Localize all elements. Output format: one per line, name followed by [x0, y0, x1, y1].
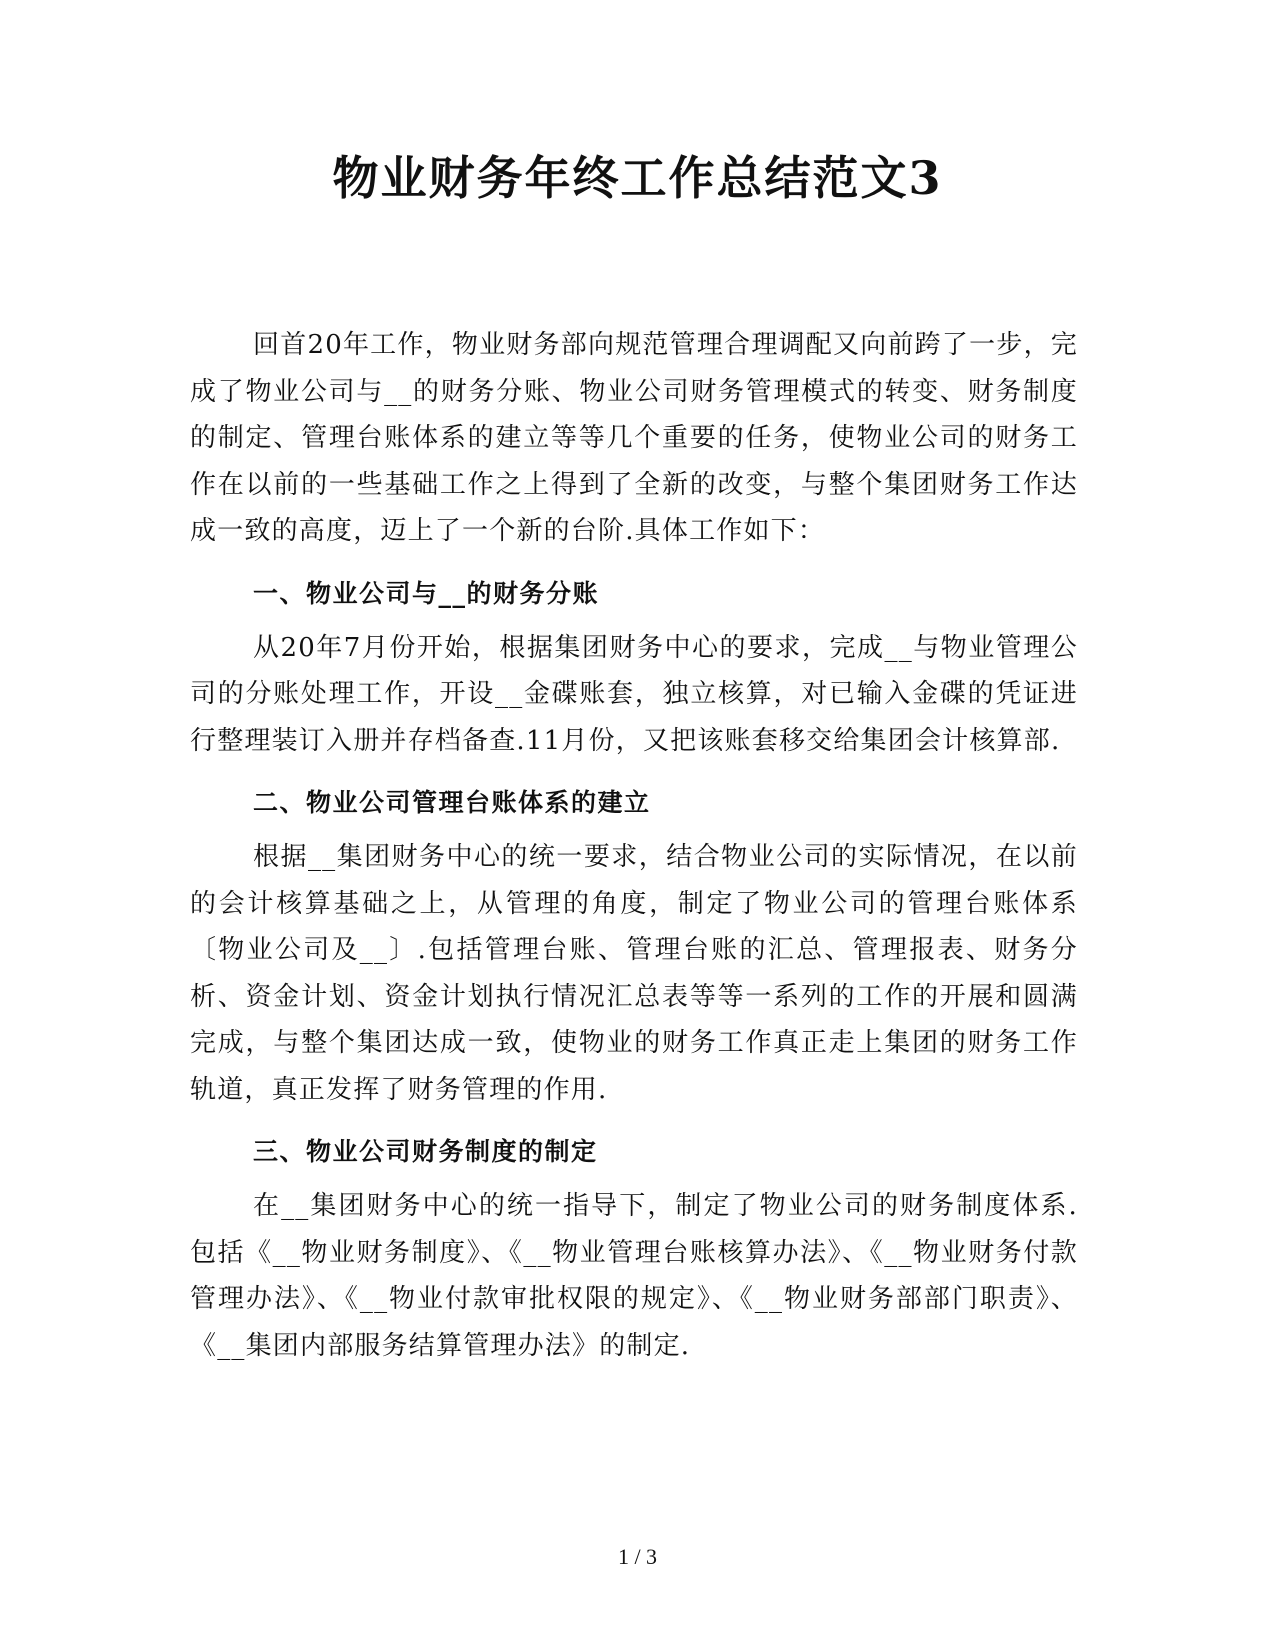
section-heading-1: 一、物业公司与__的财务分账 [253, 578, 600, 608]
section-paragraph-1: 从20年7月份开始，根据集团财务中心的要求，完成__与物业管理公司的分账处理工作，开设__金碟账套，独立核算，对已输入金碟的凭证进行整理装订入册并存档备查.11月份，又把该账套移交给集团会计核算部. [190, 632, 1078, 756]
section-paragraph-2: 根据__集团财务中心的统一要求，结合物业公司的实际情况，在以前的会计核算基础之上，从管理的角度，制定了物业公司的管理台账体系〔物业公司及__〕.包括管理台账、管理台账的汇总、管理报表、财务分析、资金计划、资金计划执行情况汇总表等等一系列的工作的开展和圆满完成，与整个集团达成一致，使物业的财务工作真正走上集团的财务工作轨道，真正发挥了财务管理的作用. [190, 842, 1078, 1105]
section-heading-2: 二、物业公司管理台账体系的建立 [253, 788, 651, 817]
section-paragraph-3: 在__集团财务中心的统一指导下，制定了物业公司的财务制度体系.包括《__物业财务制度》、《__物业管理台账核算办法》、《__物业财务付款管理办法》、《__物业付款审批权限的规定》、《__物业财务部部门职责》、《__集团内部服务结算管理办法》的制定. [190, 1191, 1078, 1361]
page-number: 1 / 3 [617, 1544, 658, 1569]
document-body [190, 322, 1078, 1369]
page-title: 物业财务年终工作总结范文3 [332, 151, 943, 205]
section-heading-3: 三、物业公司财务制度的制定 [253, 1137, 598, 1166]
intro-paragraph: 回首20年工作，物业财务部向规范管理合理调配又向前跨了一步，完成了物业公司与__的财务分账、物业公司财务管理模式的转变、财务制度的制定、管理台账体系的建立等等几个重要的任务，使物业公司的财务工作在以前的一些基础工作之上得到了全新的改变，与整个集团财务工作达成一致的高度，迈上了一个新的台阶.具体工作如下： [190, 330, 1078, 546]
